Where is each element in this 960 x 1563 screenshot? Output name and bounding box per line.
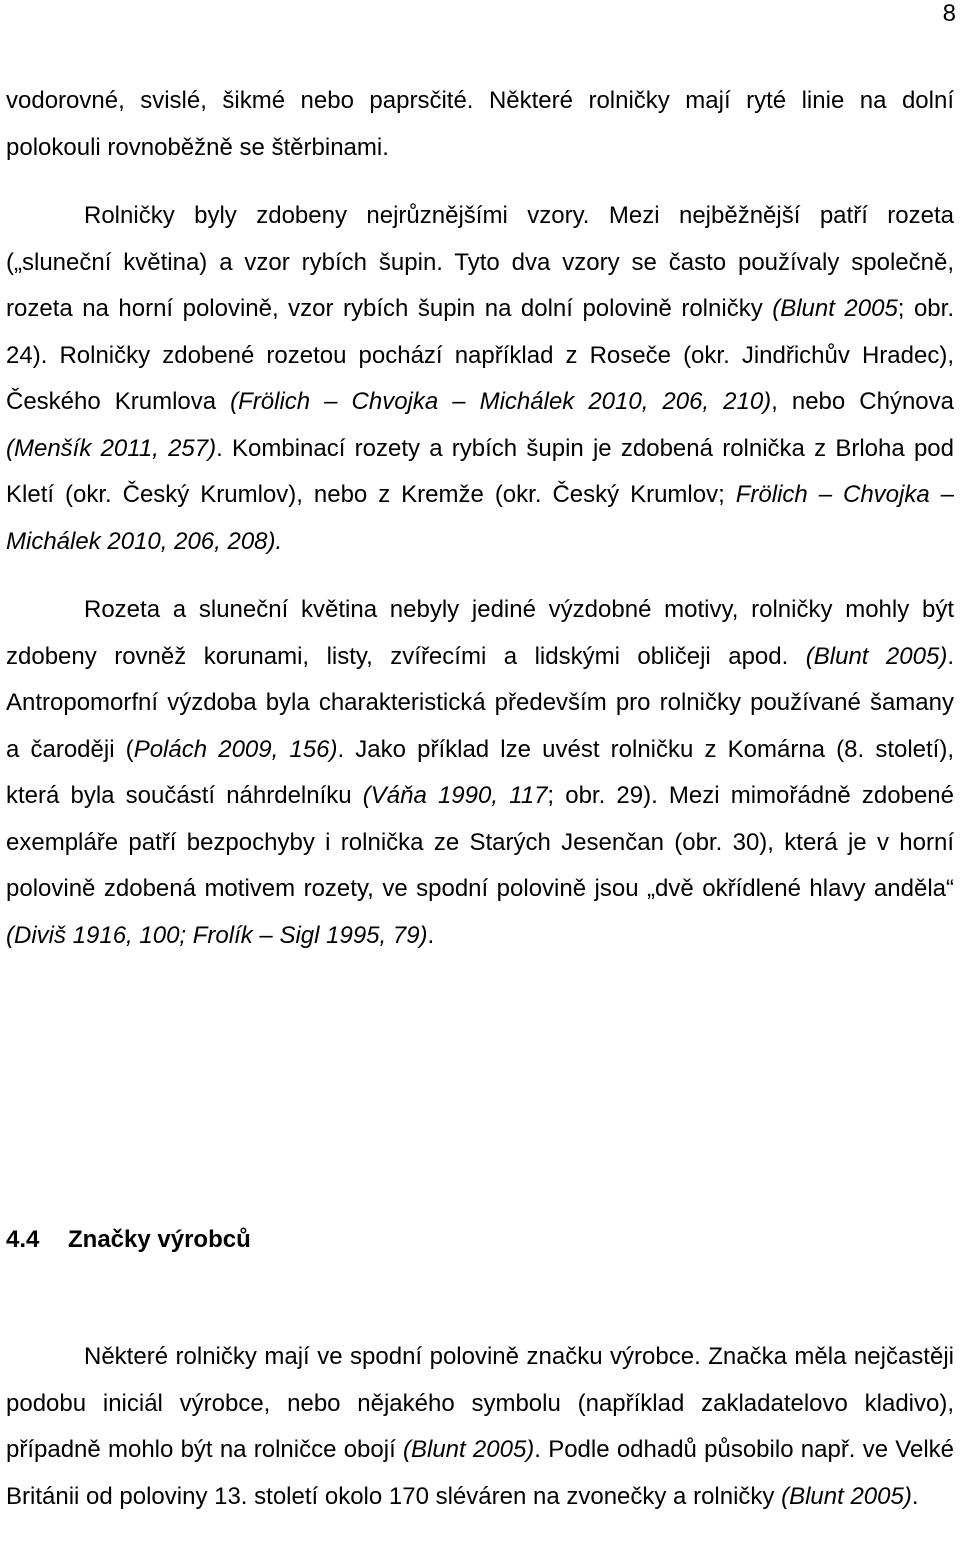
paragraph-text: . — [911, 1482, 919, 1510]
section-number: 4.4 — [6, 1226, 40, 1253]
paragraph-text: . Antropomorfní výzdoba byla charakteristická především pro rolničky používané šamany a čaroději ( — [6, 642, 954, 763]
paragraph-text: . — [427, 921, 435, 949]
paragraph-makers-marks — [6, 1334, 954, 1520]
page-number: 8 — [942, 0, 956, 27]
section-title: Značky výrobců — [68, 1226, 251, 1253]
paragraph-text: ; obr. 24). Rolničky zdobené rozetou pochází například z Roseče (okr. Jindřichův Hradec), Českého Krumlova — [6, 295, 954, 415]
citation: Frölich – Chvojka – Michálek 2010, 206, 208). — [6, 481, 955, 555]
paragraph-continuation — [6, 78, 954, 171]
paragraph-text: Některé rolničky mají ve spodní polovině značku výrobce. Značka měla nejčastěji podobu iniciál výrobce, nebo nějakého symbolu (například zakladatelovo kladivo), případně mohlo být na rolničce obojí — [6, 1343, 954, 1463]
citation: (Váňa 1990, 117 — [362, 782, 548, 809]
paragraph-text: . Jako příklad lze uvést rolničku z Komárna (8. století), která byla součástí náhrdelníku — [6, 735, 955, 809]
paragraph-decoration — [6, 193, 954, 565]
paragraph-text: vodorovné, svislé, šikmé nebo paprsčité. Některé rolničky mají ryté linie na dolní polokouli rovnoběžně se štěrbinami. — [6, 87, 954, 161]
citation: (Blunt 2005) — [402, 1436, 535, 1463]
paragraph-text: Rozeta a sluneční květina nebyly jediné výzdobné motivy, rolničky mohly být zdobeny rovněž korunami, listy, zvířecími a lidskými obličeji apod. — [6, 596, 954, 670]
paragraph-text: . Podle odhadů působilo např. ve Velké Británii od poloviny 13. století okolo 170 sléváren na zvonečky a rolničky — [6, 1436, 955, 1510]
citation: (Blunt 2005 — [772, 295, 898, 322]
paragraph-text: ; obr. 29). Mezi mimořádně zdobené exempláře patří bezpochyby i rolnička ze Starých Jesenčan (obr. 30), která je v horní polovině zdobená motivem rozety, ve spodní polovině jsou „dvě okřídlené hlavy anděla“ — [6, 782, 955, 902]
paragraph-text: Rolničky byly zdobeny nejrůznějšími vzory. Mezi nejběžnější patří rozeta („sluneční květina) a vzor rybích šupin. Tyto dva vzory se často používaly společně, rozeta na horní polovině, vzor rybích šupin na dolní polovině rolničky — [6, 202, 954, 322]
citation: (Blunt 2005) — [781, 1482, 912, 1510]
body-text-top — [6, 78, 954, 959]
paragraph-text: . Kombinací rozety a rybích šupin je zdobená rolnička z Brloha pod Kletí (okr. Český Krumlov), nebo z Kremže (okr. Český Krumlov; — [6, 434, 954, 508]
citation: (Diviš 1916, 100; Frolík – Sigl 1995, 79) — [6, 921, 428, 949]
citation: Polách 2009, 156) — [133, 735, 338, 763]
paragraph-motifs — [6, 587, 954, 959]
body-text-bottom — [6, 1334, 954, 1520]
citation: (Menšík 2011, 257) — [6, 434, 217, 462]
section-heading — [6, 1220, 251, 1260]
citation: (Frölich – Chvojka – Michálek 2010, 206, 210) — [230, 388, 772, 415]
paragraph-text: , nebo Chýnova — [771, 388, 954, 415]
citation: (Blunt 2005) — [805, 642, 948, 670]
